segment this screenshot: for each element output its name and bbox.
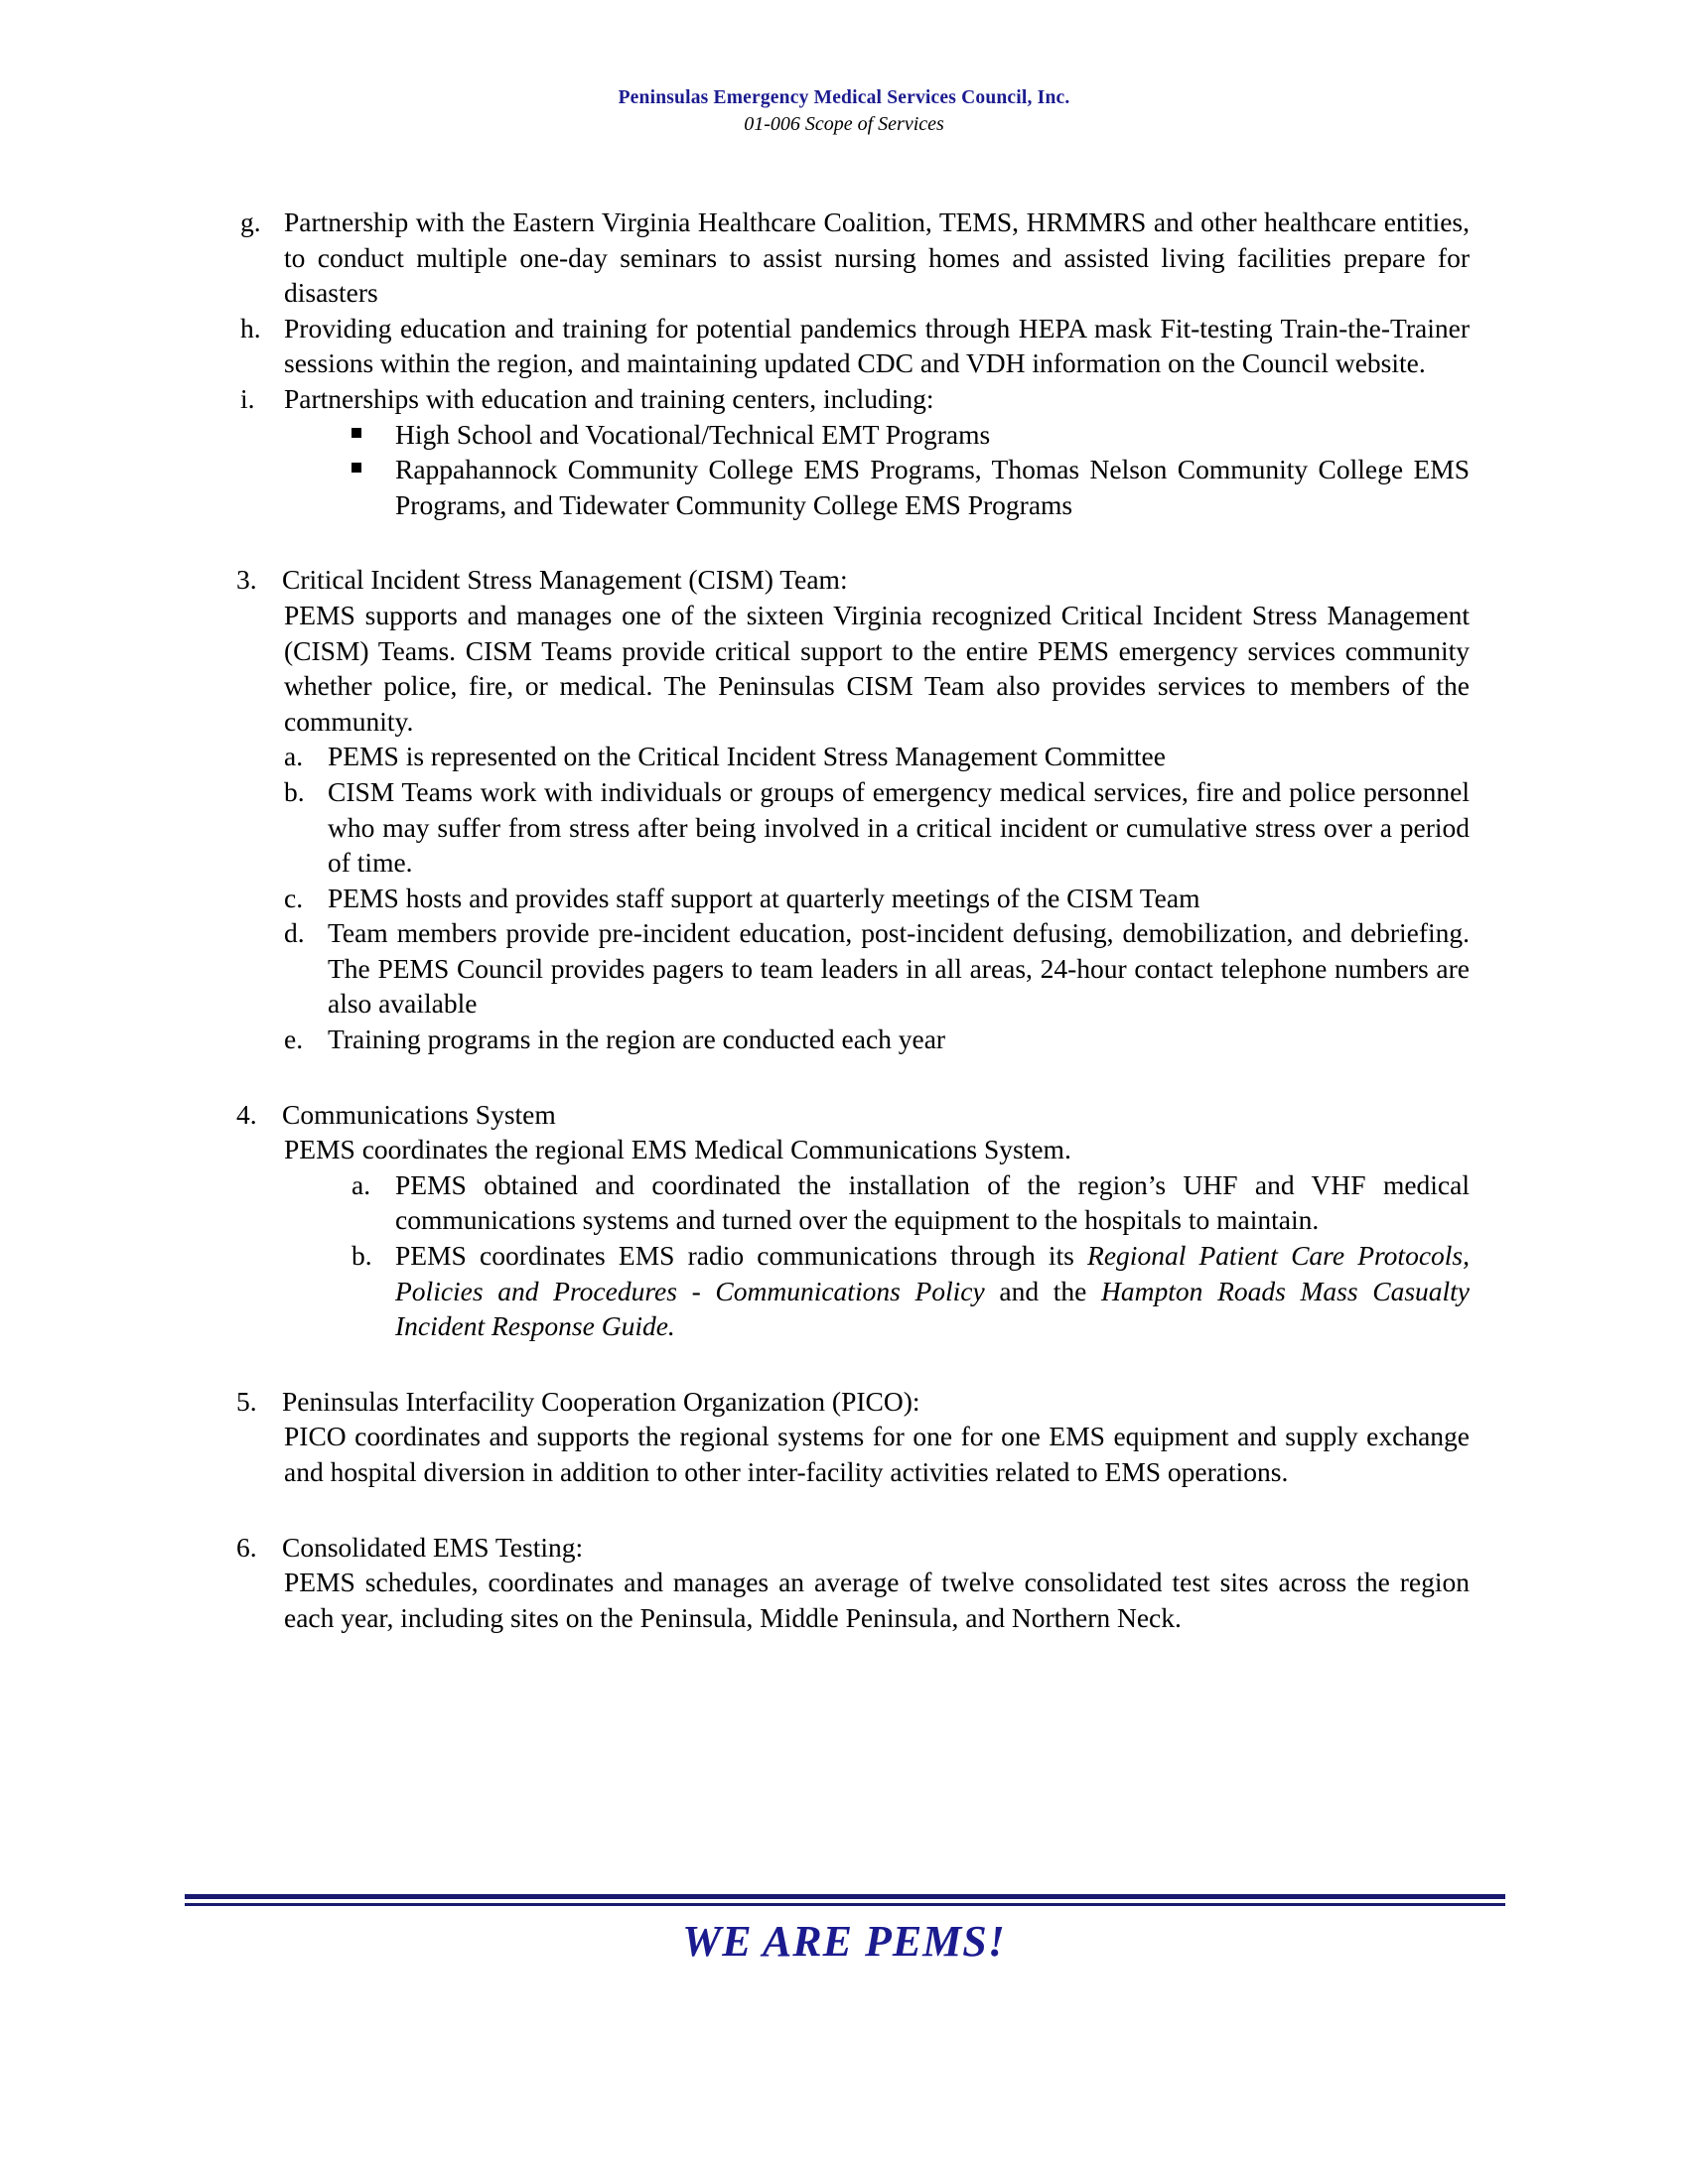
list-marker: a.: [352, 1168, 371, 1200]
list-item: [284, 915, 1470, 1022]
section-6: [236, 1530, 1470, 1636]
document-header: [0, 87, 1688, 136]
list-item: [240, 205, 1470, 311]
list-item: [284, 739, 1470, 774]
section-number: 4.: [236, 1098, 257, 1130]
footer-slogan: WE ARE PEMS!: [682, 1917, 1006, 1966]
section-heading: Critical Incident Stress Management (CISM) Team:: [282, 564, 848, 596]
list-marker: c.: [284, 882, 304, 913]
section-heading-row: [236, 562, 1470, 598]
list-item-text: PEMS hosts and provides staff support at quarterly meetings of the CISM Team: [328, 882, 1200, 913]
list-item-text: Rappahannock Community College EMS Programs, Thomas Nelson Community College EMS Programs, and Tidewater Community College EMS Programs: [395, 454, 1470, 520]
document-body: [236, 205, 1470, 1635]
list-item-text: High School and Vocational/Technical EMT Programs: [395, 418, 991, 450]
list-marker: e.: [284, 1024, 304, 1055]
list-marker: i.: [240, 382, 255, 414]
section-intro-paragraph: PEMS schedules, coordinates and manages an average of twelve consolidated test sites across the region each year, including sites on the Peninsula, Middle Peninsula, and Northern Neck.: [284, 1567, 1470, 1633]
section-spacer: [236, 1344, 1470, 1384]
list-item: [395, 417, 1470, 453]
footer-divider: [185, 1894, 1505, 1906]
document-subtitle: 01-006 Scope of Services: [744, 113, 944, 136]
section-number: 6.: [236, 1531, 257, 1563]
section-heading-row: [236, 1530, 1470, 1566]
square-bullet-icon: [352, 417, 395, 453]
section-4: [236, 1097, 1470, 1344]
list-item: [284, 774, 1470, 881]
list-item-text: Partnerships with education and training centers, including:: [284, 382, 934, 414]
list-marker: b.: [284, 775, 305, 807]
publication-title-italic: Regional Patient Care Protocols, Policies and Procedures - Communications Policy: [395, 1240, 1470, 1306]
list-item-text: PEMS obtained and coordinated the installation of the region’s UHF and VHF medical communications systems and turned over the equipment to the hospitals to maintain.: [395, 1168, 1470, 1236]
list-marker: b.: [352, 1240, 372, 1272]
list-item-text-segment: and the: [984, 1275, 1102, 1306]
list-item: [284, 1022, 1470, 1057]
list-item: [284, 881, 1470, 916]
list-marker: h.: [240, 312, 261, 343]
footer-rule-thin: [185, 1903, 1505, 1906]
list-item-text: Team members provide pre-incident education, post-incident defusing, demobilization, and debriefing. The PEMS Council provides pagers to team leaders in all areas, 24-hour contact telephone numbers are also available: [328, 917, 1470, 1020]
section-number: 3.: [236, 564, 257, 596]
section-heading-row: [236, 1097, 1470, 1133]
section-heading: Consolidated EMS Testing:: [282, 1531, 584, 1563]
list-item: [352, 1238, 1471, 1344]
list-item-text: PEMS is represented on the Critical Incident Stress Management Committee: [328, 741, 1166, 772]
section-intro-paragraph: PEMS supports and manages one of the sixteen Virginia recognized Critical Incident Stress Management (CISM) Teams. CISM Teams provide critical support to the entire PEMS emergency services community whether police, fire, or medical. The Peninsulas CISM Team also provides services to members of the community.: [284, 599, 1470, 737]
section-heading: Peninsulas Interfacility Cooperation Organization (PICO):: [282, 1385, 920, 1417]
list-marker: a.: [284, 741, 304, 772]
section-intro-paragraph: PEMS coordinates the regional EMS Medical Communications System.: [284, 1134, 1071, 1165]
organization-title: Peninsulas Emergency Medical Services Council, Inc.: [618, 87, 1070, 108]
section-heading: Communications System: [282, 1098, 556, 1130]
list-item-text: Partnership with the Eastern Virginia Healthcare Coalition, TEMS, HRMMRS and other healthcare entities, to conduct multiple one-day seminars to assist nursing homes and assisted living facilities prepare for disasters: [284, 206, 1470, 309]
section-heading-row: [236, 1384, 1470, 1420]
section-5: [236, 1384, 1470, 1490]
list-item-text: Providing education and training for potential pandemics through HEPA mask Fit-testing Train-the-Trainer sessions within the region, and maintaining updated CDC and VDH information on the Council website.: [284, 312, 1470, 379]
continued-lettered-list: [236, 205, 1470, 522]
list-item: [395, 452, 1470, 522]
list-item: [352, 1167, 1470, 1238]
list-item-text: Training programs in the region are conducted each year: [328, 1024, 946, 1055]
list-item: [240, 381, 1470, 417]
section-number: 5.: [236, 1385, 257, 1417]
section-spacer: [236, 522, 1470, 562]
list-item-text: CISM Teams work with individuals or groups of emergency medical services, fire and police personnel who may suffer from stress after being involved in a critical incident or cumulative stress over a period of time.: [328, 775, 1470, 879]
list-item: [240, 311, 1470, 381]
section-3: [236, 562, 1470, 1056]
list-marker: d.: [284, 917, 305, 949]
square-bullet-icon: [352, 452, 395, 487]
list-item-text: [395, 1238, 1470, 1344]
section-spacer: [236, 1057, 1470, 1097]
section-intro-paragraph: PICO coordinates and supports the regional systems for one for one EMS equipment and supply exchange and hospital diversion in addition to other inter-facility activities related to EMS operations.: [284, 1421, 1470, 1487]
list-marker: g.: [240, 206, 261, 237]
publication-title-italic: Hampton Roads Mass Casualty Incident Response Guide.: [395, 1275, 1471, 1342]
section-spacer: [236, 1490, 1470, 1530]
list-item-text-segment: PEMS coordinates EMS radio communications through its: [395, 1240, 1088, 1272]
